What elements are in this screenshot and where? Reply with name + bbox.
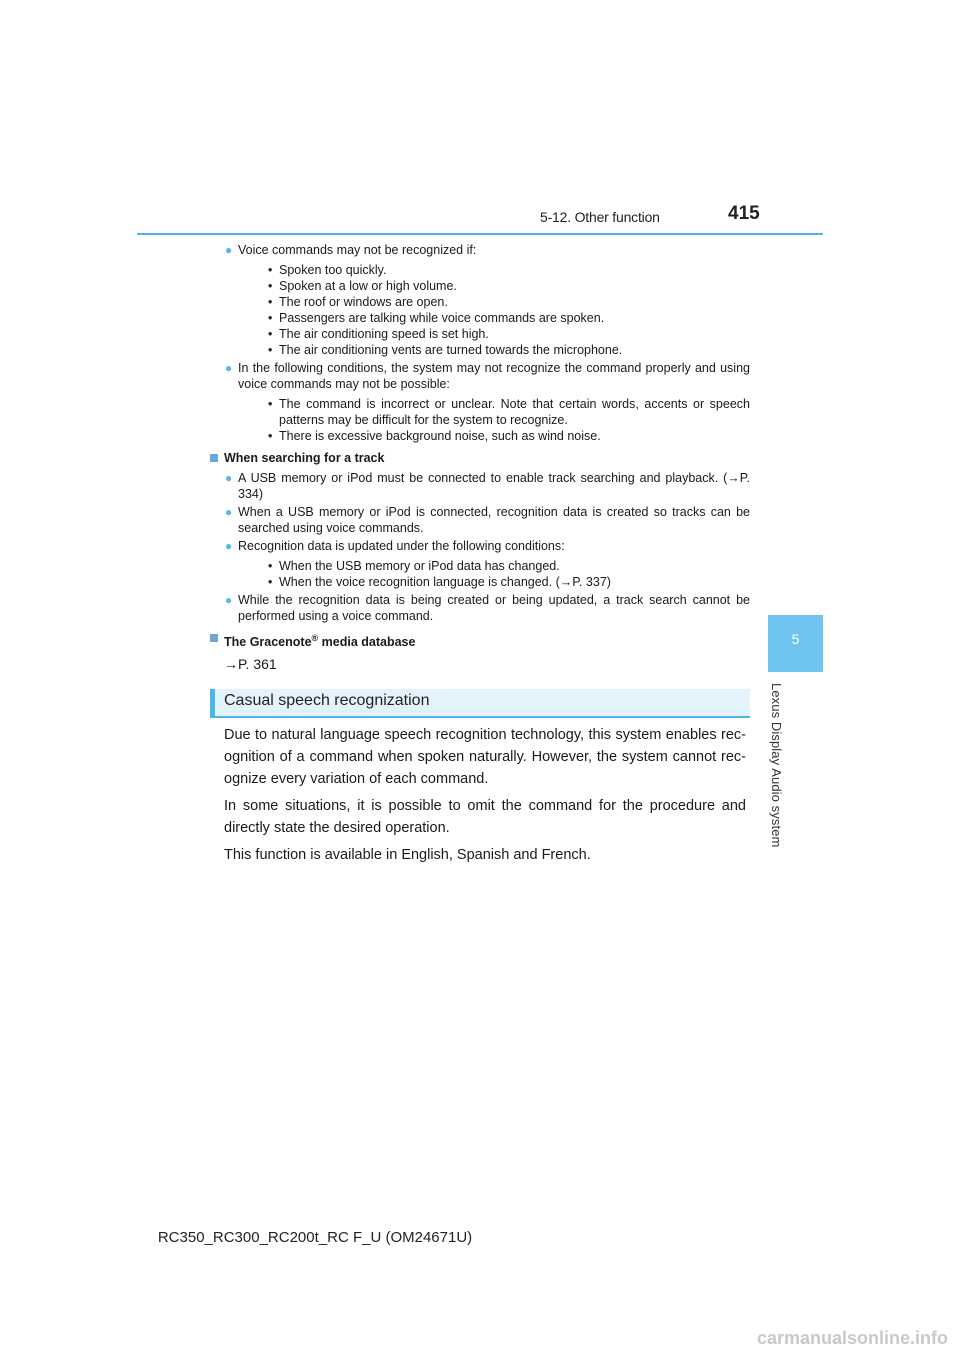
list-item: • The roof or windows are open.	[268, 295, 448, 309]
bullet-dot-icon: ●	[225, 505, 233, 519]
section-title: Casual speech recognization	[224, 692, 430, 709]
chapter-side-label-text: Lexus Display Audio system	[769, 683, 784, 848]
bullet-text: In the following conditions, the system may not recognize the command properly and using voice commands may not be possible:	[238, 361, 750, 391]
bullet-text[interactable]: A USB memory or iPod must be connected to enable track searching and playback. (→P. 334)	[238, 471, 750, 501]
bullet-text: Voice commands may not be recognized if:	[238, 243, 477, 257]
bullet-dot-icon: ●	[225, 361, 233, 375]
subhead-track-search: When searching for a track	[210, 450, 750, 466]
sub-list	[238, 262, 750, 358]
header-rule	[137, 233, 823, 235]
list-item: • Spoken too quickly.	[268, 263, 387, 277]
bullet-dot-icon: ●	[225, 471, 233, 485]
chapter-tab-number: 5	[791, 631, 800, 647]
notes-content	[210, 242, 750, 672]
list-item: • The air conditioning vents are turned towards the microphone.	[268, 343, 623, 357]
body-paragraph: This function is available in English, Spanish and French.	[224, 847, 591, 863]
section-body	[224, 724, 746, 871]
square-bullet-icon	[210, 454, 218, 462]
chapter-side-label	[769, 683, 789, 858]
bullet-voice-not-recognized	[210, 242, 750, 358]
bullet-data-updated	[210, 538, 750, 590]
watermark: carmanualsonline.info	[756, 1328, 948, 1348]
sub-list	[238, 558, 750, 590]
square-bullet-icon	[210, 634, 218, 642]
bullet-dot-icon: ●	[225, 593, 233, 607]
bullet-conditions	[210, 360, 750, 444]
bullet-text: Recognition data is updated under the following conditions:	[238, 539, 565, 553]
list-item: • Spoken at a low or high volume.	[268, 279, 457, 293]
bullet-search-unavailable	[210, 592, 750, 624]
list-item: • There is excessive background noise, such as wind noise.	[268, 429, 601, 443]
bullet-text: While the recognition data is being created or being updated, a track search cannot be performed using a voice command.	[238, 593, 750, 623]
bullet-dot-icon: ●	[225, 539, 233, 553]
page-number: 415	[728, 203, 760, 224]
list-item: • When the USB memory or iPod data has changed.	[268, 559, 560, 573]
footer-model-code: RC350_RC300_RC200t_RC F_U (OM24671U)	[157, 1229, 473, 1246]
body-paragraph: Due to natural language speech recognition technology, this system enables rec-ognition of a command when spoken naturally. However, the system cannot rec-ognize every variation of each command.	[224, 727, 746, 787]
bullet-text: When a USB memory or iPod is connected, recognition data is created so tracks can be searched using voice commands.	[238, 505, 750, 535]
chapter-tab[interactable]	[768, 615, 823, 672]
sub-list	[238, 396, 750, 444]
list-item: • The air conditioning speed is set high.	[268, 327, 489, 341]
bullet-dot-icon: ●	[225, 243, 233, 257]
gracenote-page-ref[interactable]: →P. 361	[224, 656, 277, 673]
subhead-gracenote: The Gracenote® media database	[210, 630, 750, 650]
list-item: • Passengers are talking while voice commands are spoken.	[268, 311, 605, 325]
list-item: • The command is incorrect or unclear. Note that certain words, accents or speech patterns may be difficult for the system to recognize.	[268, 397, 750, 427]
list-item[interactable]: • When the voice recognition language is changed. (→P. 337)	[268, 575, 611, 589]
body-paragraph: In some situations, it is possible to omit the command for the procedure and directly state the desired operation.	[224, 798, 746, 836]
bullet-recognition-data	[210, 504, 750, 536]
header-section-title: 5-12. Other function	[540, 209, 660, 225]
section-header-bar	[210, 689, 750, 718]
bullet-usb-required	[210, 470, 750, 502]
